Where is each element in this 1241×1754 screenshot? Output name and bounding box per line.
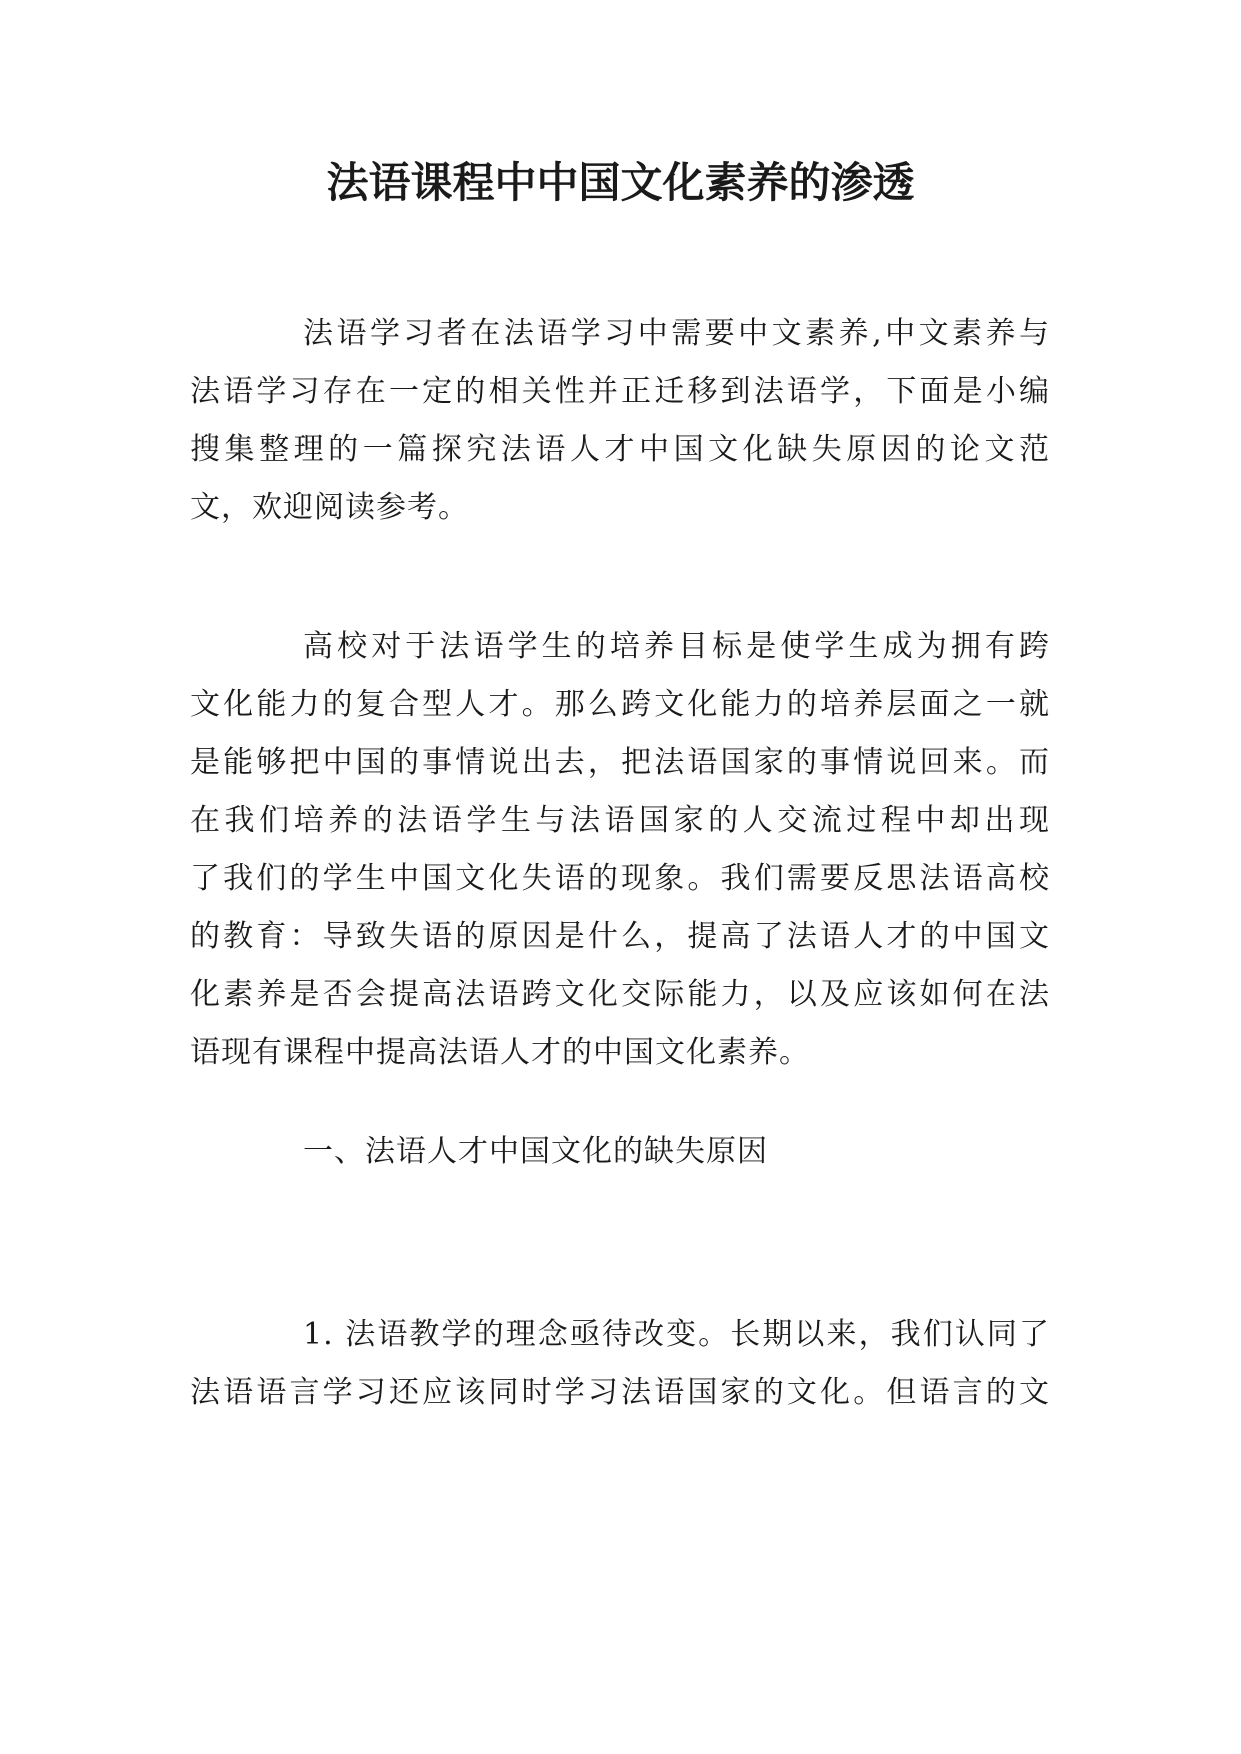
- paragraph-line: 高校对于法语学生的培养目标是使学生成为拥有跨: [303, 629, 1050, 664]
- section-heading: [190, 1123, 1050, 1181]
- paragraph-line: 文，欢迎阅读参考。: [190, 490, 469, 525]
- paragraph-intro: [190, 305, 1050, 537]
- paragraph-line: 搜集整理的一篇探究法语人才中国文化缺失原因的论文范: [190, 432, 1050, 467]
- paragraph-line: 的教育：导致失语的原因是什么，提高了法语人才的中国文: [190, 919, 1050, 954]
- paragraph-line: 法语语言学习还应该同时学习法语国家的文化。但语言的文: [190, 1375, 1050, 1410]
- section-heading-text: 一、法语人才中国文化的缺失原因: [303, 1134, 768, 1169]
- paragraph-line: 语现有课程中提高法语人才的中国文化素养。: [190, 1035, 810, 1070]
- paragraph-line: 文化能力的复合型人才。那么跨文化能力的培养层面之一就: [190, 687, 1050, 722]
- paragraph-goal: [190, 618, 1050, 1082]
- paragraph-line: 法语学习存在一定的相关性并正迁移到法语学，下面是小编: [190, 374, 1050, 409]
- paragraph-line: 了我们的学生中国文化失语的现象。我们需要反思法语高校: [190, 861, 1050, 896]
- paragraph-line: 1. 法语教学的理念亟待改变。长期以来，我们认同了: [303, 1317, 1050, 1352]
- document-title: 法语课程中中国文化素养的渗透: [326, 158, 915, 207]
- paragraph-line: 在我们培养的法语学生与法语国家的人交流过程中却出现: [190, 803, 1050, 838]
- paragraph-line: 是能够把中国的事情说出去，把法语国家的事情说回来。而: [190, 745, 1050, 780]
- paragraph-line: 化素养是否会提高法语跨文化交际能力，以及应该如何在法: [190, 977, 1050, 1012]
- paragraph-point-1: [190, 1306, 1050, 1422]
- paragraph-line: 法语学习者在法语学习中需要中文素养,中文素养与: [303, 316, 1050, 351]
